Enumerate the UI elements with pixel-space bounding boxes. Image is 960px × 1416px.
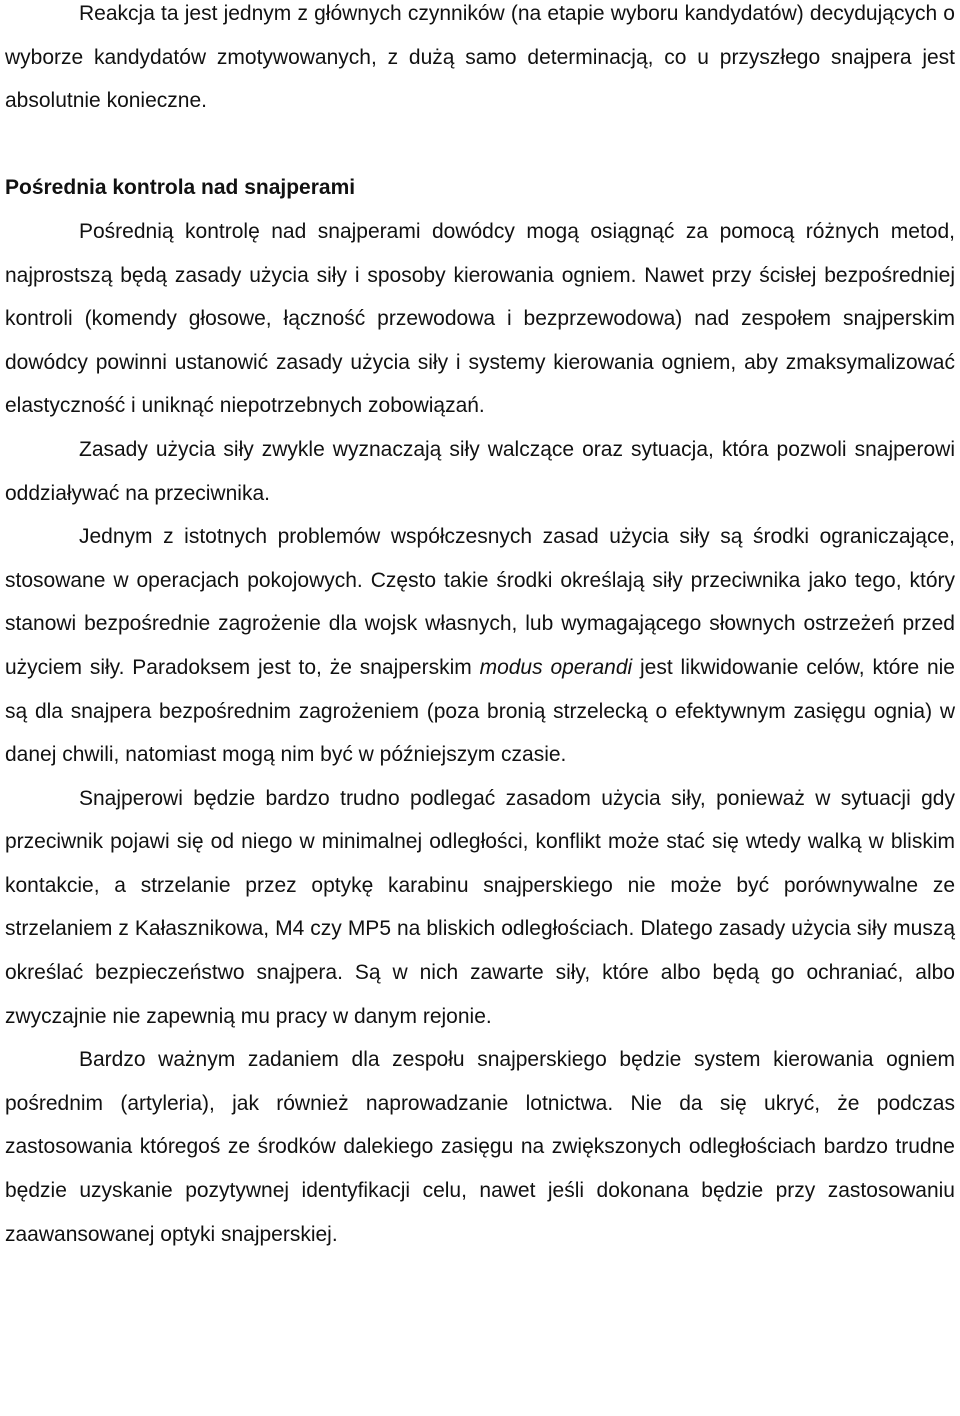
paragraph-rules-of-engagement: Zasady użycia siły zwykle wyznaczają siły walczące oraz sytuacja, która pozwoli snajperowi oddziaływać na przeciwnika. bbox=[5, 437, 955, 505]
paragraph-spacer bbox=[5, 123, 955, 167]
italic-term: modus operandi bbox=[479, 655, 633, 679]
paragraph-indirect-fire: Bardzo ważnym zadaniem dla zespołu snajperskiego będzie system kierowania ogniem pośrednim (artyleria), jak również naprowadzanie lotnictwa. Nie da się ukryć, że podczas zastosowania któregoś ze środków dalekiego zasięgu na zwiększonych odległościach bardzo trudne będzie uzyskanie pozytywnej identyfikacji celu, nawet jeśli dokonana będzie przy zastosowaniu zaawansowanej optyki snajperskiej. bbox=[5, 1048, 955, 1246]
paragraph-sniper-difficulty: Snajperowi będzie bardzo trudno podlegać zasadom użycia siły, ponieważ w sytuacji gdy przeciwnik pojawi się od niego w minimalnej odległości, konflikt może stać się wtedy walką w bliskim kontakcie, a strzelanie przez optykę karabinu snajperskiego nie może być porównywalne ze strzelaniem z Kałasznikowa, M4 czy MP5 na bliskich odległościach. Dlatego zasady użycia siły muszą określać bezpieczeństwo snajpera. Są w nich zawarte siły, które albo będą go ochraniać, albo zwyczajnie nie zapewnią mu pracy w danym rejonie. bbox=[5, 786, 955, 1028]
paragraph-indirect-control: Pośrednią kontrolę nad snajperami dowódcy mogą osiągnąć za pomocą różnych metod, najprostszą będą zasady użycia siły i sposoby kierowania ogniem. Nawet przy ścisłej bezpośredniej kontroli (komendy głosowe, łączność przewodowa i bezprzewodowa) nad zespołem snajperskim dowódcy powinni ustanowić zasady użycia siły i systemy kierowania ogniem, aby zmaksymalizować elastyczność i uniknąć niepotrzebnych zobowiązań. bbox=[5, 219, 955, 418]
paragraph-text-part: Jednym z istotnych problemów współczesnych zasad użycia siły są środki ograniczające, stosowane w operacjach pokojowych. Często takie środki określają siły przeciwnika jako tego, który stanowi bezpośrednie zagrożenie dla wojsk własnych, lub wymagającego słownych ostrzeżeń przed użyciem siły. Paradoksem jest to, że snajperskim bbox=[5, 525, 955, 679]
paragraph-peacekeeping-problems bbox=[5, 515, 955, 777]
section-heading: Pośrednia kontrola nad snajperami bbox=[5, 176, 356, 200]
document-page bbox=[5, 0, 955, 1256]
paragraph-intro: Reakcja ta jest jednym z głównych czynników (na etapie wyboru kandydatów) decydujących o wyborze kandydatów zmotywowanych, z dużą samo determinacją, co u przyszłego snajpera jest absolutnie konieczne. bbox=[5, 2, 955, 113]
paragraph-text-part: jest likwidowanie celów, które nie są dla snajpera bezpośrednim zagrożeniem (poza bronią strzelecką o efektywnym zasięgu ognia) w danej chwili, natomiast mogą nim być w późniejszym czasie. bbox=[5, 655, 955, 767]
